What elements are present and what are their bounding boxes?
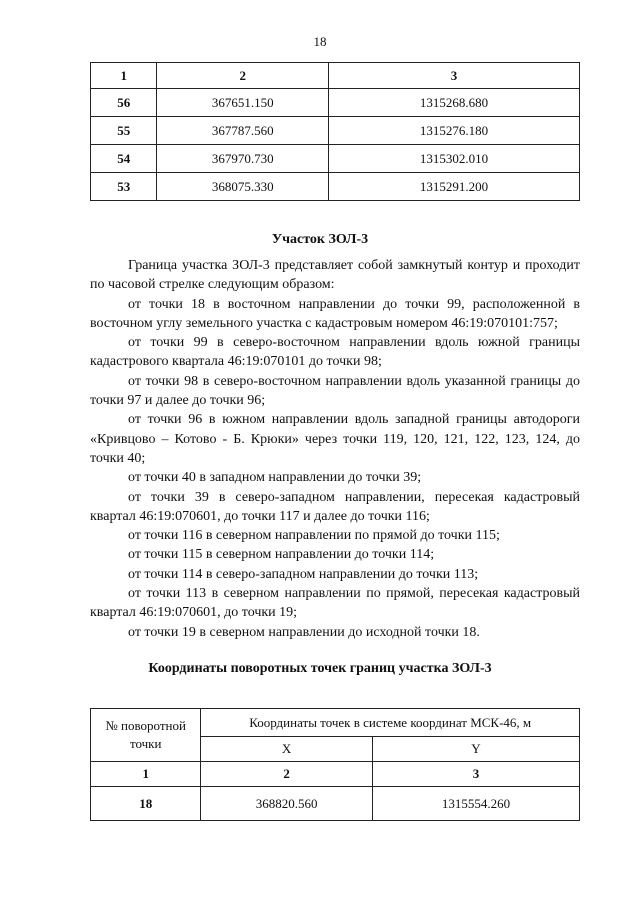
coordinates-table: [90, 708, 580, 821]
y-coordinate-cell: 1315291.200: [329, 173, 580, 201]
y-coordinate-cell: 1315268.680: [329, 89, 580, 117]
table-row: [91, 145, 580, 173]
table-row: [91, 117, 580, 145]
index-cell: 3: [372, 762, 579, 787]
page-number: 18: [313, 34, 327, 49]
y-header: Y: [372, 737, 579, 762]
boundary-description: [90, 256, 580, 642]
point-number-cell: 53: [91, 173, 157, 201]
point-number-cell: 18: [91, 787, 201, 821]
point-number-header: № поворотной точки: [91, 709, 201, 762]
paragraph: от точки 18 в восточном направлении до точки 99, расположенной в восточном углу земельного участка с кадастровым номером 46:19:070101:757;: [90, 296, 580, 331]
x-coordinate-cell: 367970.730: [157, 145, 329, 173]
paragraph: Граница участка ЗОЛ-3 представляет собой замкнутый контур и проходит по часовой стрелке следующим образом:: [90, 258, 580, 293]
header-cell: 2: [157, 63, 329, 89]
y-coordinate-cell: 1315554.260: [372, 787, 579, 821]
paragraph: от точки 99 в северо-восточном направлении вдоль южной границы кадастрового квартала 46:19:070101 до точки 98;: [90, 335, 580, 370]
section-title: Участок ЗОЛ-3: [271, 232, 369, 247]
table-index-row: [91, 762, 580, 787]
point-number-cell: 56: [91, 89, 157, 117]
paragraph: от точки 19 в северном направлении до исходной точки 18.: [128, 624, 480, 640]
index-cell: 1: [91, 762, 201, 787]
paragraph: от точки 115 в северном направлении до точки 114;: [128, 547, 435, 563]
coordinates-header: Координаты точек в системе координат МСК-46, м: [201, 709, 580, 737]
paragraph: от точки 114 в северо-западном направлении до точки 113;: [128, 566, 479, 582]
index-cell: 2: [201, 762, 373, 787]
x-coordinate-cell: 368075.330: [157, 173, 329, 201]
paragraph: от точки 96 в южном направлении вдоль западной границы автодороги «Кривцово – Котово - Б. Крюки» через точки 119, 120, 121, 122, 123, 124, до точки 40;: [90, 412, 580, 466]
table-row: [91, 89, 580, 117]
x-coordinate-cell: 368820.560: [201, 787, 373, 821]
table-row: [91, 787, 580, 821]
paragraph: от точки 39 в северо-западном направлении, пересекая кадастровый квартал 46:19:070601, до точки 117 и далее до точки 116;: [90, 489, 580, 524]
table-row: [91, 173, 580, 201]
x-coordinate-cell: 367787.560: [157, 117, 329, 145]
x-header: X: [201, 737, 373, 762]
table-header-row: [91, 709, 580, 737]
y-coordinate-cell: 1315276.180: [329, 117, 580, 145]
point-number-cell: 54: [91, 145, 157, 173]
coordinates-title: Координаты поворотных точек границ участка ЗОЛ-3: [148, 661, 492, 676]
x-coordinate-cell: 367651.150: [157, 89, 329, 117]
paragraph: от точки 98 в северо-восточном направлении вдоль указанной границы до точки 97 и далее до точки 96;: [90, 373, 580, 409]
y-coordinate-cell: 1315302.010: [329, 145, 580, 173]
paragraph: от точки 116 в северном направлении по прямой до точки 115;: [128, 528, 500, 544]
point-number-cell: 55: [91, 117, 157, 145]
paragraph: от точки 40 в западном направлении до точки 39;: [128, 470, 422, 486]
header-cell: 3: [329, 63, 580, 89]
table-header-row: [91, 63, 580, 89]
coordinates-table-continued: [90, 62, 580, 201]
header-cell: 1: [91, 63, 157, 89]
paragraph: от точки 113 в северном направлении по прямой, пересекая кадастровый квартал 46:19:070601, до точки 19;: [90, 586, 580, 621]
